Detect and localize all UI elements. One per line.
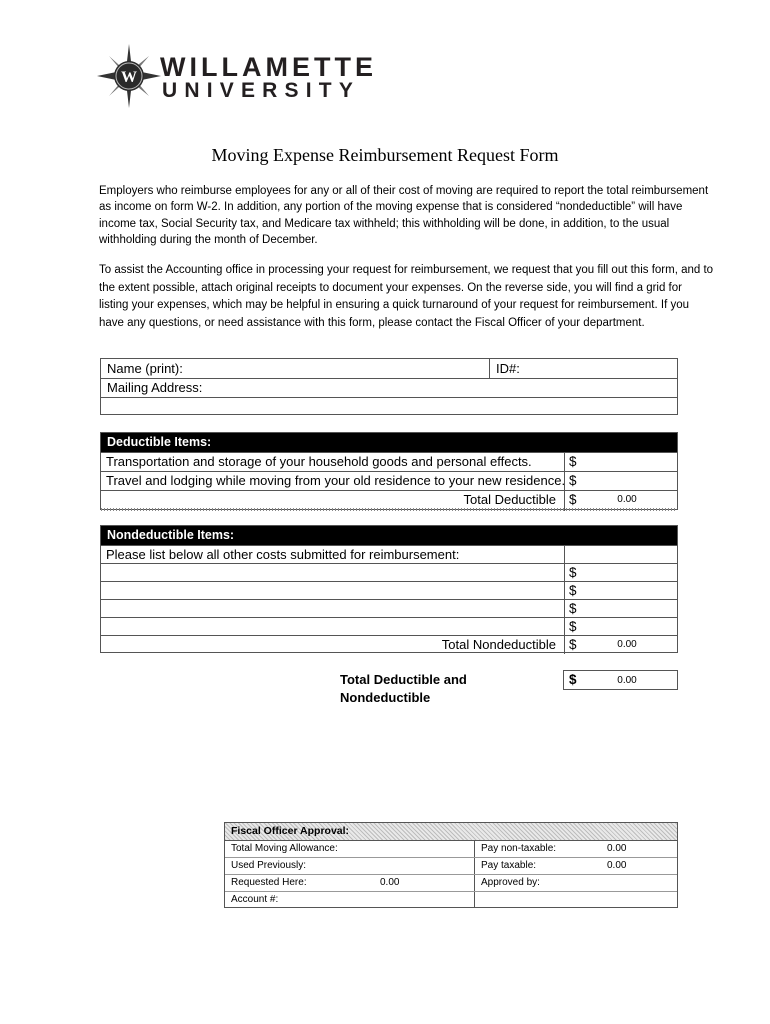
nondeductible-instruction: Please list below all other costs submitted for reimbursement: — [106, 547, 460, 562]
deductible-table — [100, 432, 678, 510]
currency-symbol: $ — [569, 492, 577, 507]
fo-row[interactable] — [225, 891, 677, 908]
logo-name-line1: WILLAMETTE — [160, 52, 377, 82]
fiscal-officer-header — [225, 823, 677, 841]
instructions-paragraph: To assist the Accounting office in processing your request for reimbursement, we request that you fill out this form, and to the extent possible, attach original receipts to document your expenses. On the reverse side, you will find a grid for listing your expenses, which may be helpful in ensuring a quick turnaround of your request for reimbursement. If you have any questions, or need assistance with this form, please contact the Fiscal Officer of your department. — [99, 264, 714, 329]
fiscal-officer-header-label: Fiscal Officer Approval: — [231, 825, 350, 837]
name-id-divider — [489, 359, 490, 378]
form-title: Moving Expense Reimbursement Request Form — [211, 145, 559, 165]
nondeductible-header: Nondeductible Items: — [101, 526, 677, 545]
account-number-label: Account #: — [231, 894, 279, 905]
fo-row[interactable] — [225, 874, 677, 892]
nondeductible-row[interactable] — [101, 563, 677, 582]
name-row — [101, 359, 677, 379]
address-row-2[interactable] — [101, 397, 677, 416]
total-deductible-label: Total Deductible — [463, 492, 556, 507]
currency-symbol: $ — [569, 619, 577, 634]
deductible-total-row — [101, 490, 677, 511]
fo-row[interactable] — [225, 857, 677, 875]
nondeductible-row[interactable] — [101, 617, 677, 636]
pay-taxable-value[interactable]: 0.00 — [607, 860, 627, 871]
grand-total-row — [340, 670, 678, 705]
currency-symbol: $ — [569, 583, 577, 598]
currency-symbol: $ — [569, 601, 577, 616]
total-moving-allowance-label: Total Moving Allowance: — [231, 843, 338, 854]
grand-total-amount: 0.00 — [617, 675, 637, 686]
grand-total-label: Total Deductible and Nondeductible — [340, 672, 467, 705]
approved-by-label: Approved by: — [481, 877, 540, 888]
deductible-row[interactable] — [101, 452, 677, 471]
nondeductible-total-row — [101, 635, 677, 654]
deductible-header: Deductible Items: — [101, 433, 677, 452]
currency-symbol: $ — [569, 565, 577, 580]
fo-row[interactable] — [225, 840, 677, 858]
pay-nontaxable-label: Pay non-taxable: — [481, 843, 557, 854]
deductible-item-label: Transportation and storage of your household goods and personal effects. — [106, 454, 532, 469]
university-logo-seal — [97, 44, 161, 108]
id-label: ID#: — [496, 361, 520, 376]
used-previously-label: Used Previously: — [231, 860, 307, 871]
logo-name-line2: UNIVERSITY — [162, 79, 361, 102]
mailing-address-label: Mailing Address: — [107, 380, 203, 395]
total-nondeductible-label: Total Nondeductible — [441, 637, 556, 652]
address-row[interactable] — [101, 378, 677, 398]
nondeductible-row[interactable] — [101, 599, 677, 618]
nondeductible-table — [100, 525, 678, 653]
fiscal-officer-approval-box — [224, 822, 678, 908]
grand-total-box — [563, 670, 678, 690]
requested-here-value[interactable]: 0.00 — [380, 877, 400, 888]
pay-nontaxable-value[interactable]: 0.00 — [607, 843, 627, 854]
currency-symbol: $ — [569, 672, 577, 687]
employee-info-box — [100, 358, 678, 415]
nondeductible-instruction-row — [101, 545, 677, 564]
nondeductible-row[interactable] — [101, 581, 677, 600]
name-label: Name (print): — [107, 361, 183, 376]
pay-taxable-label: Pay taxable: — [481, 860, 537, 871]
intro-paragraph: Employers who reimburse employees for any or all of their cost of moving are required to report the total reimbursement as income on form W-2. In addition, any portion of the moving expense that is considered “nondeductible” will have income tax, Social Security tax, and Medicare tax withheld; this withholding will be done, in addition, to the usual withholding during the month of December. — [99, 185, 709, 247]
currency-symbol: $ — [569, 454, 577, 469]
total-nondeductible-amount: 0.00 — [617, 639, 637, 650]
logo-mark-letter: W — [121, 69, 137, 86]
deductible-row[interactable] — [101, 471, 677, 490]
currency-symbol: $ — [569, 637, 577, 652]
currency-symbol: $ — [569, 473, 577, 488]
total-deductible-amount: 0.00 — [617, 494, 637, 505]
deductible-item-label: Travel and lodging while moving from your old residence to your new residence. — [106, 473, 566, 488]
requested-here-label: Requested Here: — [231, 877, 307, 888]
